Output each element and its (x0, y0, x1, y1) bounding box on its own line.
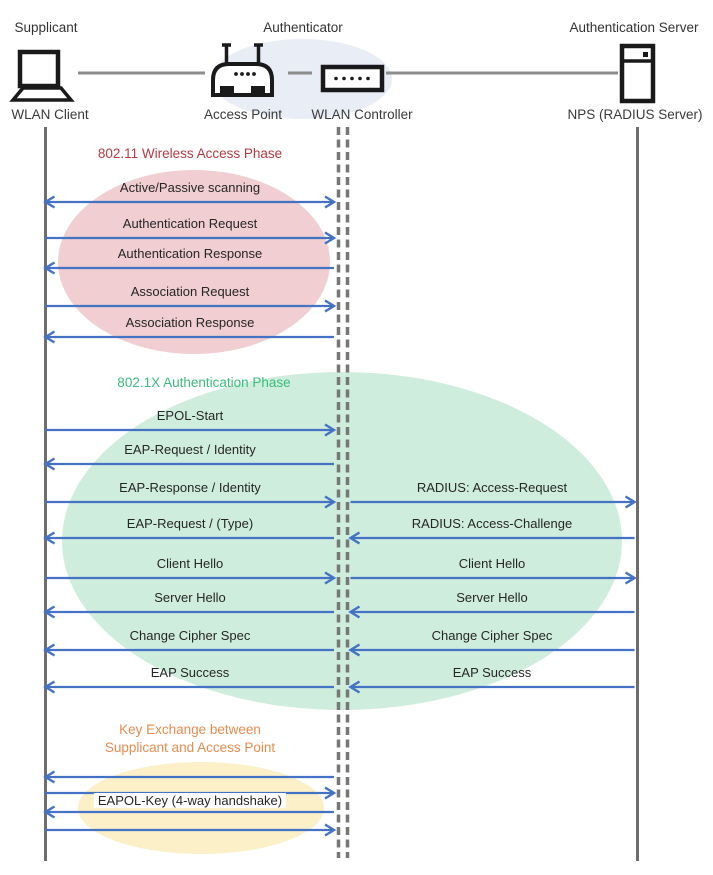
device-wlan-client: WLAN Client (11, 107, 89, 122)
phase-title-0: 802.11 Wireless Access Phase (97, 146, 283, 161)
device-access-point: Access Point (203, 107, 283, 122)
message-label: EAP-Response / Identity (119, 480, 261, 495)
message-label: Authentication Request (122, 216, 258, 231)
device-wlan-controller: WLAN Controller (311, 107, 413, 122)
phase-ellipse-1 (62, 372, 622, 710)
phase-ellipse-2 (78, 762, 324, 854)
wlan-controller-icon (323, 67, 382, 90)
role-supplicant: Supplicant (14, 20, 78, 35)
device-nps-radius: NPS (RADIUS Server) (567, 107, 703, 122)
laptop-icon (13, 52, 71, 100)
message-label: Server Hello (456, 590, 528, 605)
message-label: Client Hello (458, 556, 526, 571)
message-label: Change Cipher Spec (129, 628, 251, 643)
message-label: Association Request (130, 284, 250, 299)
message-label: EPOL-Start (156, 408, 224, 423)
message-label: Authentication Response (117, 246, 263, 261)
phase-title-1: 802.1X Authentication Phase (117, 375, 291, 390)
message-label: RADIUS: Access-Challenge (411, 516, 573, 531)
message-label: RADIUS: Access-Request (416, 480, 568, 495)
role-authentication-server: Authentication Server (569, 20, 699, 35)
message-label: Server Hello (154, 590, 226, 605)
message-label: Client Hello (156, 556, 224, 571)
message-label: Active/Passive scanning (119, 180, 261, 195)
message-label: EAPOL-Key (4-way handshake) (94, 793, 286, 808)
phase-title-2: Supplicant and Access Point (104, 740, 276, 755)
phase-title-2: Key Exchange between (119, 722, 261, 737)
server-icon (622, 46, 653, 101)
message-label: EAP Success (452, 665, 532, 680)
message-label: EAP Success (150, 665, 230, 680)
message-label: EAP-Request / Identity (124, 442, 256, 457)
message-label: Change Cipher Spec (431, 628, 553, 643)
message-label: Association Response (125, 315, 255, 330)
role-authenticator: Authenticator (263, 20, 343, 35)
message-label: EAP-Request / (Type) (126, 516, 254, 531)
